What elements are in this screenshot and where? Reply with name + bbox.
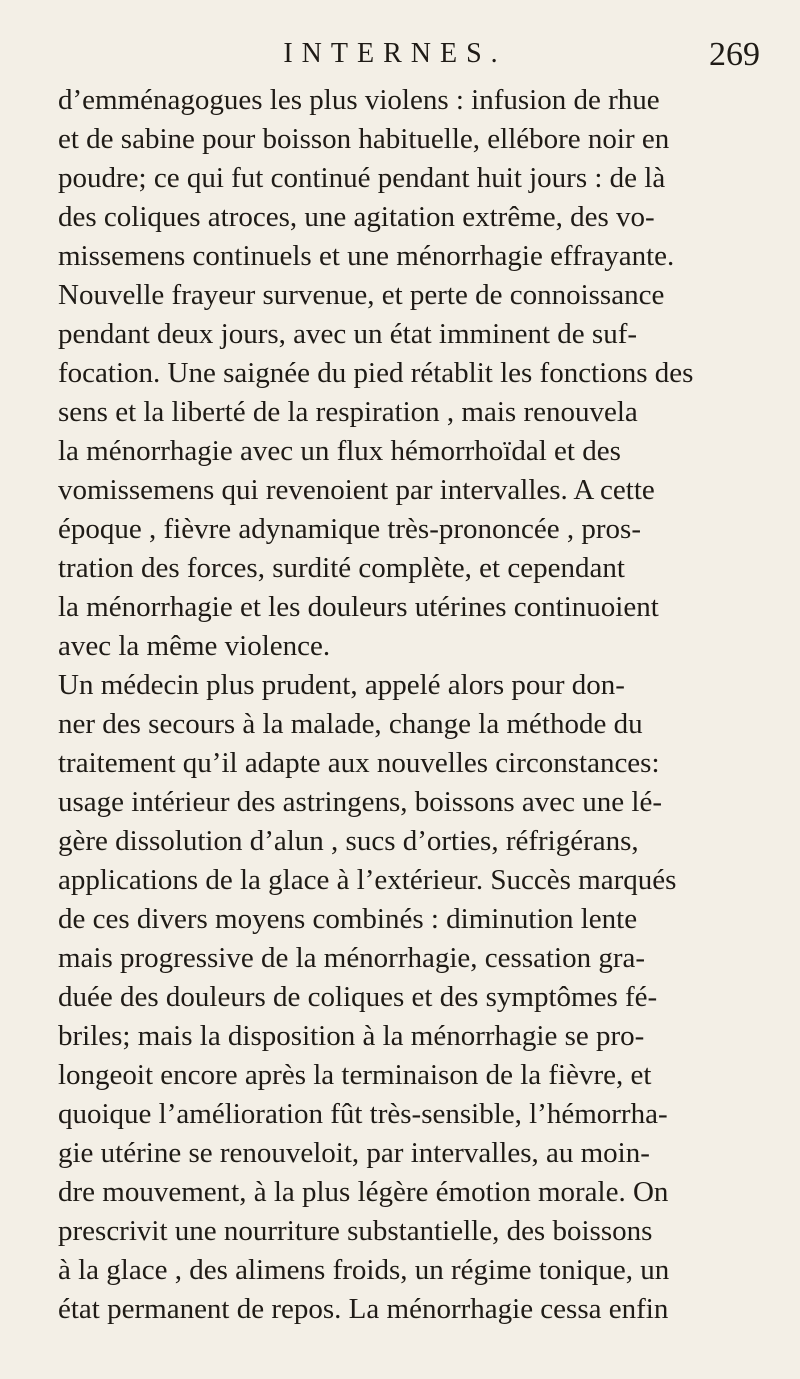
text-line: état permanent de repos. La ménorrhagie cessa enfin <box>58 1293 669 1325</box>
page-number: 269 <box>709 36 760 73</box>
text-line: Un médecin plus prudent, appelé alors pour don- <box>58 669 625 701</box>
text-line: la ménorrhagie et les douleurs utérines continuoient <box>58 591 659 623</box>
text-line: la ménorrhagie avec un flux hémorrhoïdal et des <box>58 435 621 467</box>
text-line: d’emménagogues les plus violens : infusion de rhue <box>58 84 660 116</box>
text-line: gère dissolution d’alun , sucs d’orties, réfrigérans, <box>58 825 639 857</box>
text-line: des coliques atroces, une agitation extrême, des vo- <box>58 201 655 233</box>
text-line: époque , fièvre adynamique très-prononcée , pros- <box>58 513 641 545</box>
text-line: dre mouvement, à la plus légère émotion morale. On <box>58 1176 669 1208</box>
text-line: ner des secours à la malade, change la méthode du <box>58 708 643 740</box>
text-line: longeoit encore après la terminaison de la fièvre, et <box>58 1059 652 1091</box>
running-title: INTERNES. <box>283 38 507 69</box>
text-line: missemens continuels et une ménorrhagie effrayante. <box>58 240 675 272</box>
text-line: tration des forces, surdité complète, et cependant <box>58 552 625 584</box>
text-line: traitement qu’il adapte aux nouvelles circonstances: <box>58 747 660 779</box>
running-head <box>60 36 760 72</box>
text-line: focation. Une saignée du pied rétablit les fonctions des <box>58 357 694 389</box>
text-line: mais progressive de la ménorrhagie, cessation gra- <box>58 942 646 974</box>
text-line: et de sabine pour boisson habituelle, ellébore noir en <box>58 123 670 155</box>
text-line: usage intérieur des astringens, boissons avec une lé- <box>58 786 662 818</box>
text-line: avec la même violence. <box>58 630 331 662</box>
text-line: poudre; ce qui fut continué pendant huit jours : de là <box>58 162 666 194</box>
text-line: Nouvelle frayeur survenue, et perte de connoissance <box>58 279 665 311</box>
text-line: gie utérine se renouveloit, par intervalles, au moin- <box>58 1137 650 1169</box>
text-line: duée des douleurs de coliques et des symptômes fé- <box>58 981 658 1013</box>
text-line: quoique l’amélioration fût très-sensible, l’hémorrha- <box>58 1098 668 1130</box>
text-line: à la glace , des alimens froids, un régime tonique, un <box>58 1254 670 1286</box>
text-line: prescrivit une nourriture substantielle, des boissons <box>58 1215 653 1247</box>
text-line: sens et la liberté de la respiration , mais renouvela <box>58 396 638 428</box>
text-line: vomissemens qui revenoient par intervalles. A cette <box>58 474 655 506</box>
text-line: de ces divers moyens combinés : diminution lente <box>58 903 638 935</box>
text-line: briles; mais la disposition à la ménorrhagie se pro- <box>58 1020 645 1052</box>
text-line: pendant deux jours, avec un état imminent de suf- <box>58 318 638 350</box>
text-line: applications de la glace à l’extérieur. Succès marqués <box>58 864 677 896</box>
